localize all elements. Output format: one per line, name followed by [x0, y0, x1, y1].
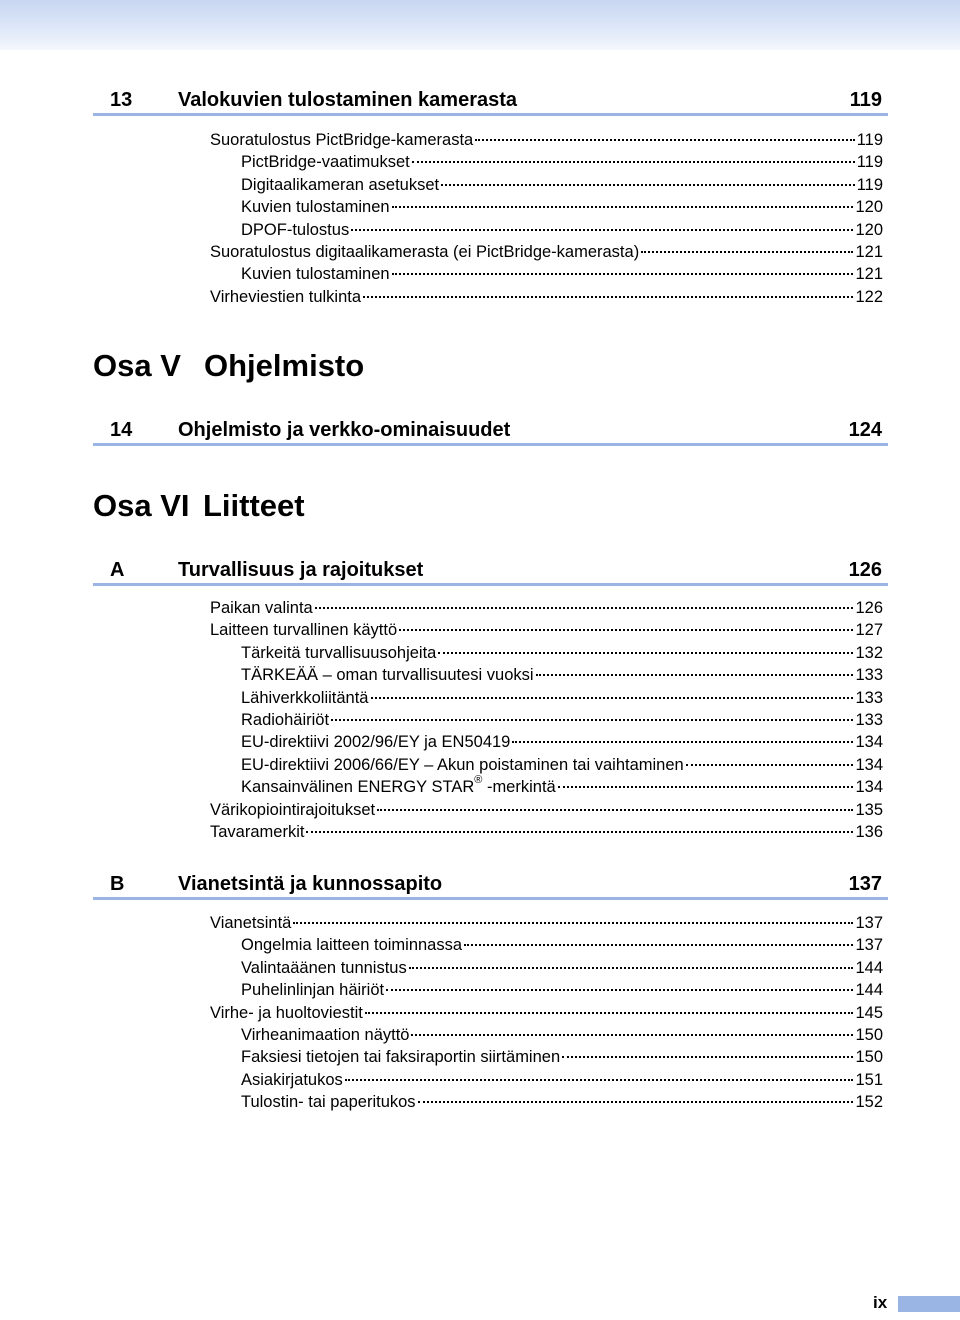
toc-entry-title: TÄRKEÄÄ – oman turvallisuutesi vuoksi — [241, 666, 534, 685]
toc-entry-page: 126 — [855, 599, 883, 617]
toc-entry-title: Tulostin- tai paperitukos — [241, 1093, 416, 1112]
dot-leader — [371, 697, 854, 699]
toc-entry-page: 135 — [855, 800, 883, 819]
toc-entry-title: Laitteen turvallinen käyttö — [210, 621, 398, 640]
toc-entry-title: Vianetsintä — [210, 914, 292, 932]
dot-leader — [392, 273, 854, 275]
dot-leader — [562, 1056, 853, 1058]
toc-entry[interactable] — [241, 957, 883, 979]
dot-leader — [512, 741, 853, 743]
part-label: Osa VI — [93, 488, 190, 523]
toc-entry-title: Kansainvälinen ENERGY STAR® -merkintä — [241, 773, 556, 797]
dot-leader — [399, 629, 853, 631]
toc-entry-page: 133 — [855, 688, 883, 707]
toc-entry[interactable] — [241, 1046, 883, 1068]
chapter-13-heading[interactable] — [93, 87, 888, 116]
dot-leader — [392, 206, 854, 208]
toc-entry[interactable] — [241, 664, 883, 686]
dot-leader — [377, 809, 853, 811]
toc-entry[interactable] — [241, 709, 883, 731]
toc-entry[interactable] — [241, 1069, 883, 1091]
dot-leader — [418, 1101, 854, 1103]
toc-entry[interactable] — [241, 979, 883, 1001]
toc-entry-title: PictBridge-vaatimukset — [241, 153, 410, 172]
toc-entry-title: Suoratulostus PictBridge-kamerasta — [210, 131, 474, 149]
toc-entry-title: Kuvien tulostaminen — [241, 198, 390, 217]
toc-entry-page: 134 — [855, 778, 883, 797]
toc-entry-page: 133 — [855, 666, 883, 685]
toc-entry[interactable] — [241, 263, 883, 285]
toc-entry-title: Lähiverkkoliitäntä — [241, 688, 369, 707]
toc-entry-page: 144 — [855, 981, 883, 1000]
toc-entry[interactable] — [241, 1024, 883, 1046]
toc-entry[interactable] — [241, 754, 883, 776]
toc-entry-title: Puhelinlinjan häiriöt — [241, 981, 385, 1000]
toc-entry-page: 120 — [855, 198, 883, 217]
toc-entry[interactable] — [241, 151, 883, 173]
toc-entry-page: 145 — [855, 1003, 883, 1022]
dot-leader — [438, 652, 853, 654]
chapter-page: 124 — [848, 419, 882, 441]
toc-entry-page: 137 — [855, 914, 883, 932]
toc-entry[interactable] — [210, 286, 883, 308]
toc-entry[interactable] — [241, 642, 883, 664]
toc-entry-page: 127 — [855, 621, 883, 640]
dot-leader — [411, 1034, 853, 1036]
toc-entry-page: 120 — [855, 220, 883, 239]
toc-entry-title: Valintaäänen tunnistus — [241, 958, 407, 977]
chapter-page: 119 — [849, 89, 882, 111]
dot-leader — [475, 139, 854, 141]
toc-entry-title: Ongelmia laitteen toiminnassa — [241, 936, 463, 955]
toc-entry-page: 122 — [855, 287, 883, 306]
toc-entry-page: 151 — [855, 1070, 883, 1089]
dot-leader — [409, 967, 854, 969]
toc-entry[interactable] — [210, 129, 883, 151]
toc-entry[interactable] — [241, 773, 883, 798]
toc-entry-page: 119 — [856, 131, 883, 149]
dot-leader — [363, 296, 853, 298]
toc-entry-title: Tärkeitä turvallisuusohjeita — [241, 643, 437, 662]
appendix-title: Vianetsintä ja kunnossapito — [178, 873, 443, 895]
toc-entry-title: Värikopiointirajoitukset — [210, 800, 376, 819]
dot-leader — [306, 831, 853, 833]
header-band — [0, 0, 960, 50]
toc-entry-title: Faksiesi tietojen tai faksiraportin siirtäminen — [241, 1048, 561, 1067]
toc-entry[interactable] — [241, 196, 883, 218]
dot-leader — [365, 1012, 854, 1014]
toc-entry[interactable] — [241, 174, 883, 196]
appendix-page: 137 — [848, 873, 882, 895]
appendix-b-heading[interactable] — [93, 871, 888, 900]
part-v-heading — [93, 346, 365, 386]
chapter-title: Ohjelmisto ja verkko-ominaisuudet — [178, 419, 511, 441]
toc-entry-title: Tavaramerkit — [210, 823, 305, 841]
toc-entry[interactable] — [241, 731, 883, 753]
toc-entry-title: EU-direktiivi 2006/66/EY – Akun poistaminen tai vaihtaminen — [241, 755, 684, 774]
dot-leader — [315, 607, 854, 609]
appendix-a-heading[interactable] — [93, 557, 888, 586]
toc-entry-title: Virheviestien tulkinta — [210, 287, 362, 306]
toc-entry[interactable] — [241, 934, 883, 956]
toc-entry[interactable] — [210, 241, 883, 263]
appendix-page: 126 — [848, 559, 882, 581]
toc-entry[interactable] — [210, 597, 883, 619]
toc-entry-page: 121 — [855, 243, 883, 261]
dot-leader — [293, 922, 853, 924]
toc-entry-title: Kuvien tulostaminen — [241, 265, 390, 284]
toc-entry[interactable] — [210, 912, 883, 934]
part-label: Osa V — [93, 348, 181, 383]
toc-entry-page: 152 — [855, 1093, 883, 1112]
toc-entry[interactable] — [241, 219, 883, 241]
toc-entry-page: 137 — [855, 936, 883, 955]
appendix-title: Turvallisuus ja rajoitukset — [178, 559, 424, 581]
appendix-letter: B — [110, 873, 125, 895]
chapter-title: Valokuvien tulostaminen kamerasta — [178, 89, 518, 111]
toc-entry-page: 150 — [855, 1048, 883, 1067]
toc-entry[interactable] — [241, 1091, 883, 1113]
toc-entry-page: 119 — [856, 175, 883, 194]
toc-entry[interactable] — [241, 687, 883, 709]
toc-entry-title: EU-direktiivi 2002/96/EY ja EN50419 — [241, 733, 511, 752]
toc-entry-page: 134 — [855, 755, 883, 774]
dot-leader — [345, 1079, 854, 1081]
part-title: Liitteet — [203, 488, 305, 523]
toc-entry-title: Radiohäiriöt — [241, 711, 330, 729]
dot-leader — [558, 786, 854, 788]
toc-entry-page: 132 — [855, 643, 883, 662]
dot-leader — [641, 251, 853, 253]
toc-entry[interactable] — [210, 619, 883, 641]
dot-leader — [536, 674, 854, 676]
toc-entry-page: 133 — [855, 711, 883, 729]
toc-entry[interactable] — [210, 799, 883, 821]
footer-accent-bar — [898, 1296, 960, 1312]
registered-mark: ® — [474, 773, 483, 786]
toc-entry-title: Virheanimaation näyttö — [241, 1026, 410, 1044]
toc-entry-page: 136 — [855, 823, 883, 841]
page-number: ix — [873, 1293, 888, 1312]
dot-leader — [351, 229, 853, 231]
toc-entry-title: Asiakirjatukos — [241, 1070, 343, 1089]
toc-entry-title: Paikan valinta — [210, 599, 313, 617]
dot-leader — [464, 944, 853, 946]
chapter-14-heading[interactable] — [93, 417, 888, 446]
chapter-number: 13 — [110, 89, 133, 111]
dot-leader — [386, 989, 853, 991]
toc-entry[interactable] — [210, 1002, 883, 1024]
toc-entry-page: 134 — [855, 733, 883, 752]
toc-entry-page: 144 — [855, 958, 883, 977]
toc-entry-page: 119 — [856, 153, 883, 172]
toc-entry-page: 121 — [855, 265, 883, 284]
appendix-letter: A — [110, 559, 125, 581]
toc-entry-title: Virhe- ja huoltoviestit — [210, 1003, 363, 1022]
part-title: Ohjelmisto — [204, 348, 365, 383]
toc-entry-title: Digitaalikameran asetukset — [241, 175, 440, 194]
toc-entry-title: DPOF-tulostus — [241, 220, 350, 239]
dot-leader — [331, 719, 853, 721]
dot-leader — [686, 764, 854, 766]
toc-entry[interactable] — [210, 821, 883, 843]
part-vi-heading — [93, 486, 305, 526]
toc-entry-title: Suoratulostus digitaalikamerasta (ei PictBridge-kamerasta) — [210, 243, 640, 261]
dot-leader — [412, 161, 855, 163]
dot-leader — [441, 184, 855, 186]
toc-entry-page: 150 — [855, 1026, 883, 1044]
chapter-number: 14 — [110, 419, 133, 441]
